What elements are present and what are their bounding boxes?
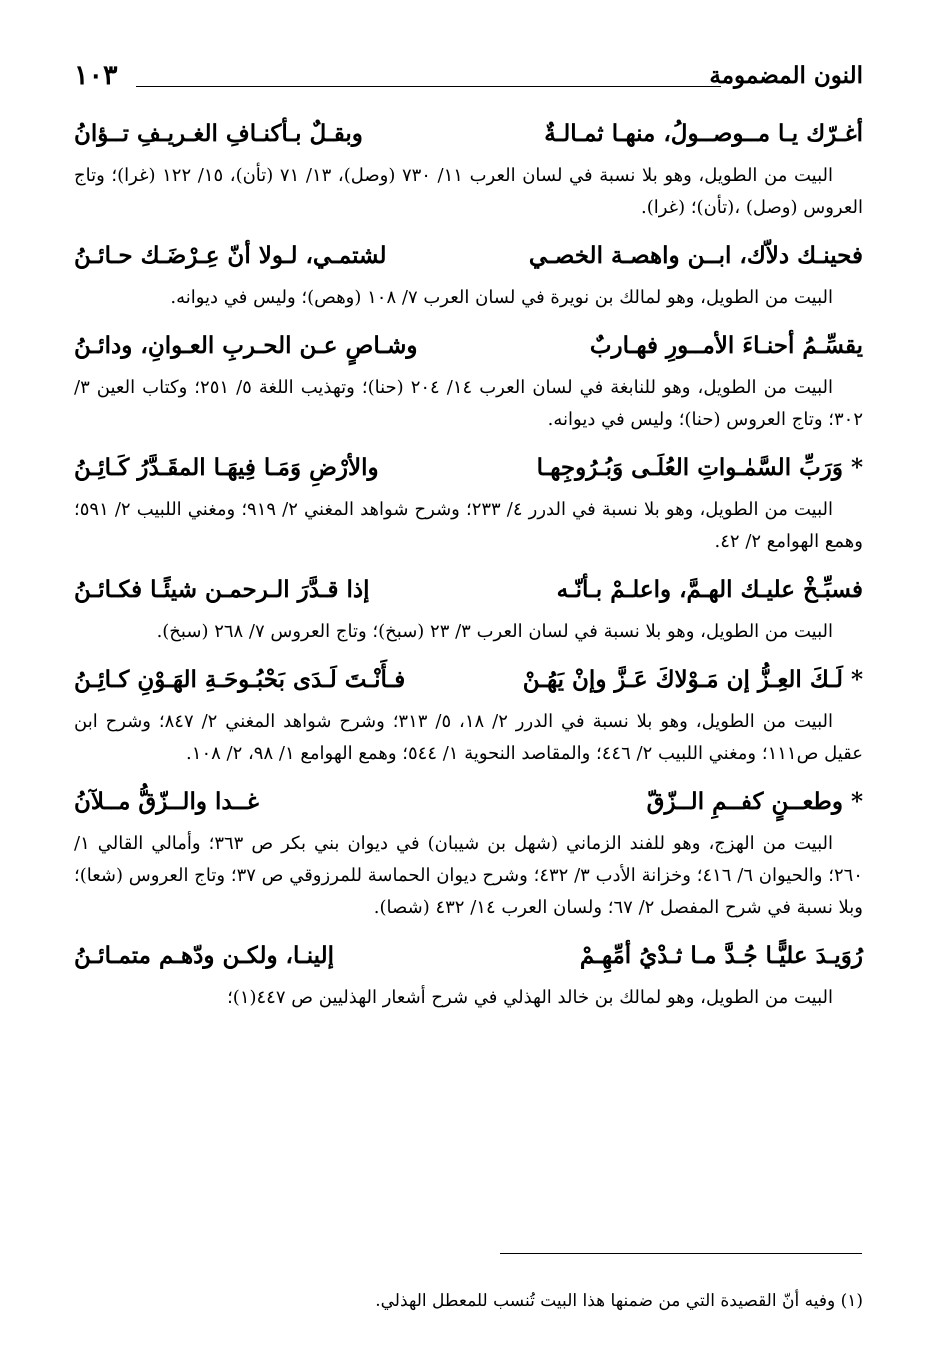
verse-entry [74,446,863,558]
verse-first-hemistich: رُوَيـدَ عليًّـا جُـدَّ مـا ثـدْيُ أمِّهِـمْ [579,942,863,969]
verse-second-hemistich: فـأَنْـتَ لَـدَى بَحْبُـوحَـةِ الهَـوْنِ كـائِـنُ [74,666,406,693]
verse-second-hemistich: غــدا والــزّقُّ مــلآنُ [74,788,259,815]
verse-second-hemistich: إلينـا، ولكـن ودّهـم متمـائـنُ [74,942,335,969]
running-title: النون المضمومة [709,62,863,89]
verse-source-note: البيت من الطويل، وهو بلا نسبة في لسان العرب ١١/ ٧٣٠ (وصل)، ١٣/ ٧١ (تأن)، ١٥/ ١٢٢ (غرا)؛ وتاج العروس (وصل) ،(تأن)؛ (غرا). [74,165,863,218]
verse-line [74,780,863,824]
verse-second-hemistich: وشـاصٍ عـن الحـربِ العـوانِ، ودائـنُ [74,332,418,359]
verse-entry [74,234,863,314]
verse-first-hemistich: * لَـكَ العِـزُّ إن مَـوْلاكَ عَـزَّ وإنْ يَهُـنْ [522,666,863,693]
verse-first-hemistich: فسبِّـخْ عليـك الهـمَّ، واعلـمْ بـأنّـه [556,576,863,603]
verse-source-note: البيت من الطويل، وهو للنابغة في لسان العرب ١٤/ ٢٠٤ (حنا)؛ وتهذيب اللغة ٥/ ٢٥١؛ وكتاب العين ٣/ ٣٠٢؛ وتاج العروس (حنا)؛ وليس في ديوانه. [74,377,863,430]
verse-first-hemistich: * وطعــنٍ كفــمِ الــزّقّ [646,788,863,815]
verse-first-hemistich: يقسِّـمُ أحنـاءَ الأمــورِ فهـاربٌ [589,332,863,359]
verse-line [74,658,863,702]
page-header [74,60,863,96]
verse-entry [74,658,863,770]
verse-second-hemistich: إذا قـدَّرَ الـرحمـن شيئًـا فكـائـنُ [74,576,370,603]
verse-entry [74,568,863,648]
verse-source-note: البيت من الطويل، وهو لمالك بن نويرة في لسان العرب ٧/ ١٠٨ (وهص)؛ وليس في ديوانه. [170,287,833,308]
verse-entry [74,780,863,924]
footnote-rule [500,1253,862,1254]
verse-second-hemistich: لشتمـي، لـولا أنّ عِـرْضَـك حـائـنُ [74,242,387,269]
verse-source-note: البيت من الهزج، وهو للفند الزماني (شهل بن شيبان) في ديوان بني بكر ص ٣٦٣؛ وأمالي القالي ١/ ٢٦٠؛ والحيوان ٦/ ٤١٦؛ وخزانة الأدب ٣/ ٤٣٢؛ وشرح ديوان الحماسة للمرزوقي ص ٣٧؛ وتاج العروس (شعا)؛ وبلا نسبة في شرح المفصل ٢/ ٦٧؛ ولسان العرب ١٤/ ٤٣٢ (شصا). [74,833,863,918]
verse-entry [74,324,863,436]
verse-first-hemistich: فحينـك دلاّك، ابــن واهصـة الخصـي [528,242,863,269]
verse-source-note: البيت من الطويل، وهو بلا نسبة في الدرر ٢/ ١٨، ٥/ ٣١٣؛ وشرح شواهد المغني ٢/ ٨٤٧؛ وشرح ابن عقيل ص١١١؛ ومغني اللبيب ٢/ ٤٤٦؛ والمقاصد النحوية ١/ ٥٤٤؛ وهمع الهوامع ١/ ٩٨، ٢/ ١٠٨. [74,711,863,764]
verse-source-note: البيت من الطويل، وهو بلا نسبة في لسان العرب ٣/ ٢٣ (سبخ)؛ وتاج العروس ٧/ ٢٦٨ (سبخ). [156,621,833,642]
verse-second-hemistich: والأرْضِ وَمَـا فِيهَـا المقَـدَّرُ كَـائِـنُ [74,454,379,481]
verse-entry [74,112,863,224]
verse-first-hemistich: * وَرَبِّ السَّمٰـواتِ العُلَـى وَبُـرُوجِهـا [536,454,863,481]
header-rule [136,86,721,87]
verse-entry [74,934,863,1014]
page-body [74,112,863,1024]
verse-line [74,934,863,978]
verse-second-hemistich: وبقـلٌ بـأكنـافِ الغـريـفِ تــؤانُ [74,120,363,147]
verse-first-hemistich: أغـرّك يـا مــوصــولُ، منهـا ثمـالـةٌ [544,120,863,147]
verse-line [74,568,863,612]
verse-source-note: البيت من الطويل، وهو بلا نسبة في الدرر ٤/ ٢٣٣؛ وشرح شواهد المغني ٢/ ٩١٩؛ ومغني اللبيب ٢/ ٥٩١؛ وهمع الهوامع ٢/ ٤٢. [74,499,863,552]
page-number: ١٠٣ [74,60,118,91]
footnote: (١) وفيه أنّ القصيدة التي من ضمنها هذا البيت تُنسب للمعطل الهذلي. [375,1291,863,1311]
verse-line [74,234,863,278]
verse-line [74,112,863,156]
verse-line [74,324,863,368]
verse-line [74,446,863,490]
verse-source-note: البيت من الطويل، وهو لمالك بن خالد الهذلي في شرح أشعار الهذليين ص ٤٤٧(١)؛ [227,987,833,1008]
